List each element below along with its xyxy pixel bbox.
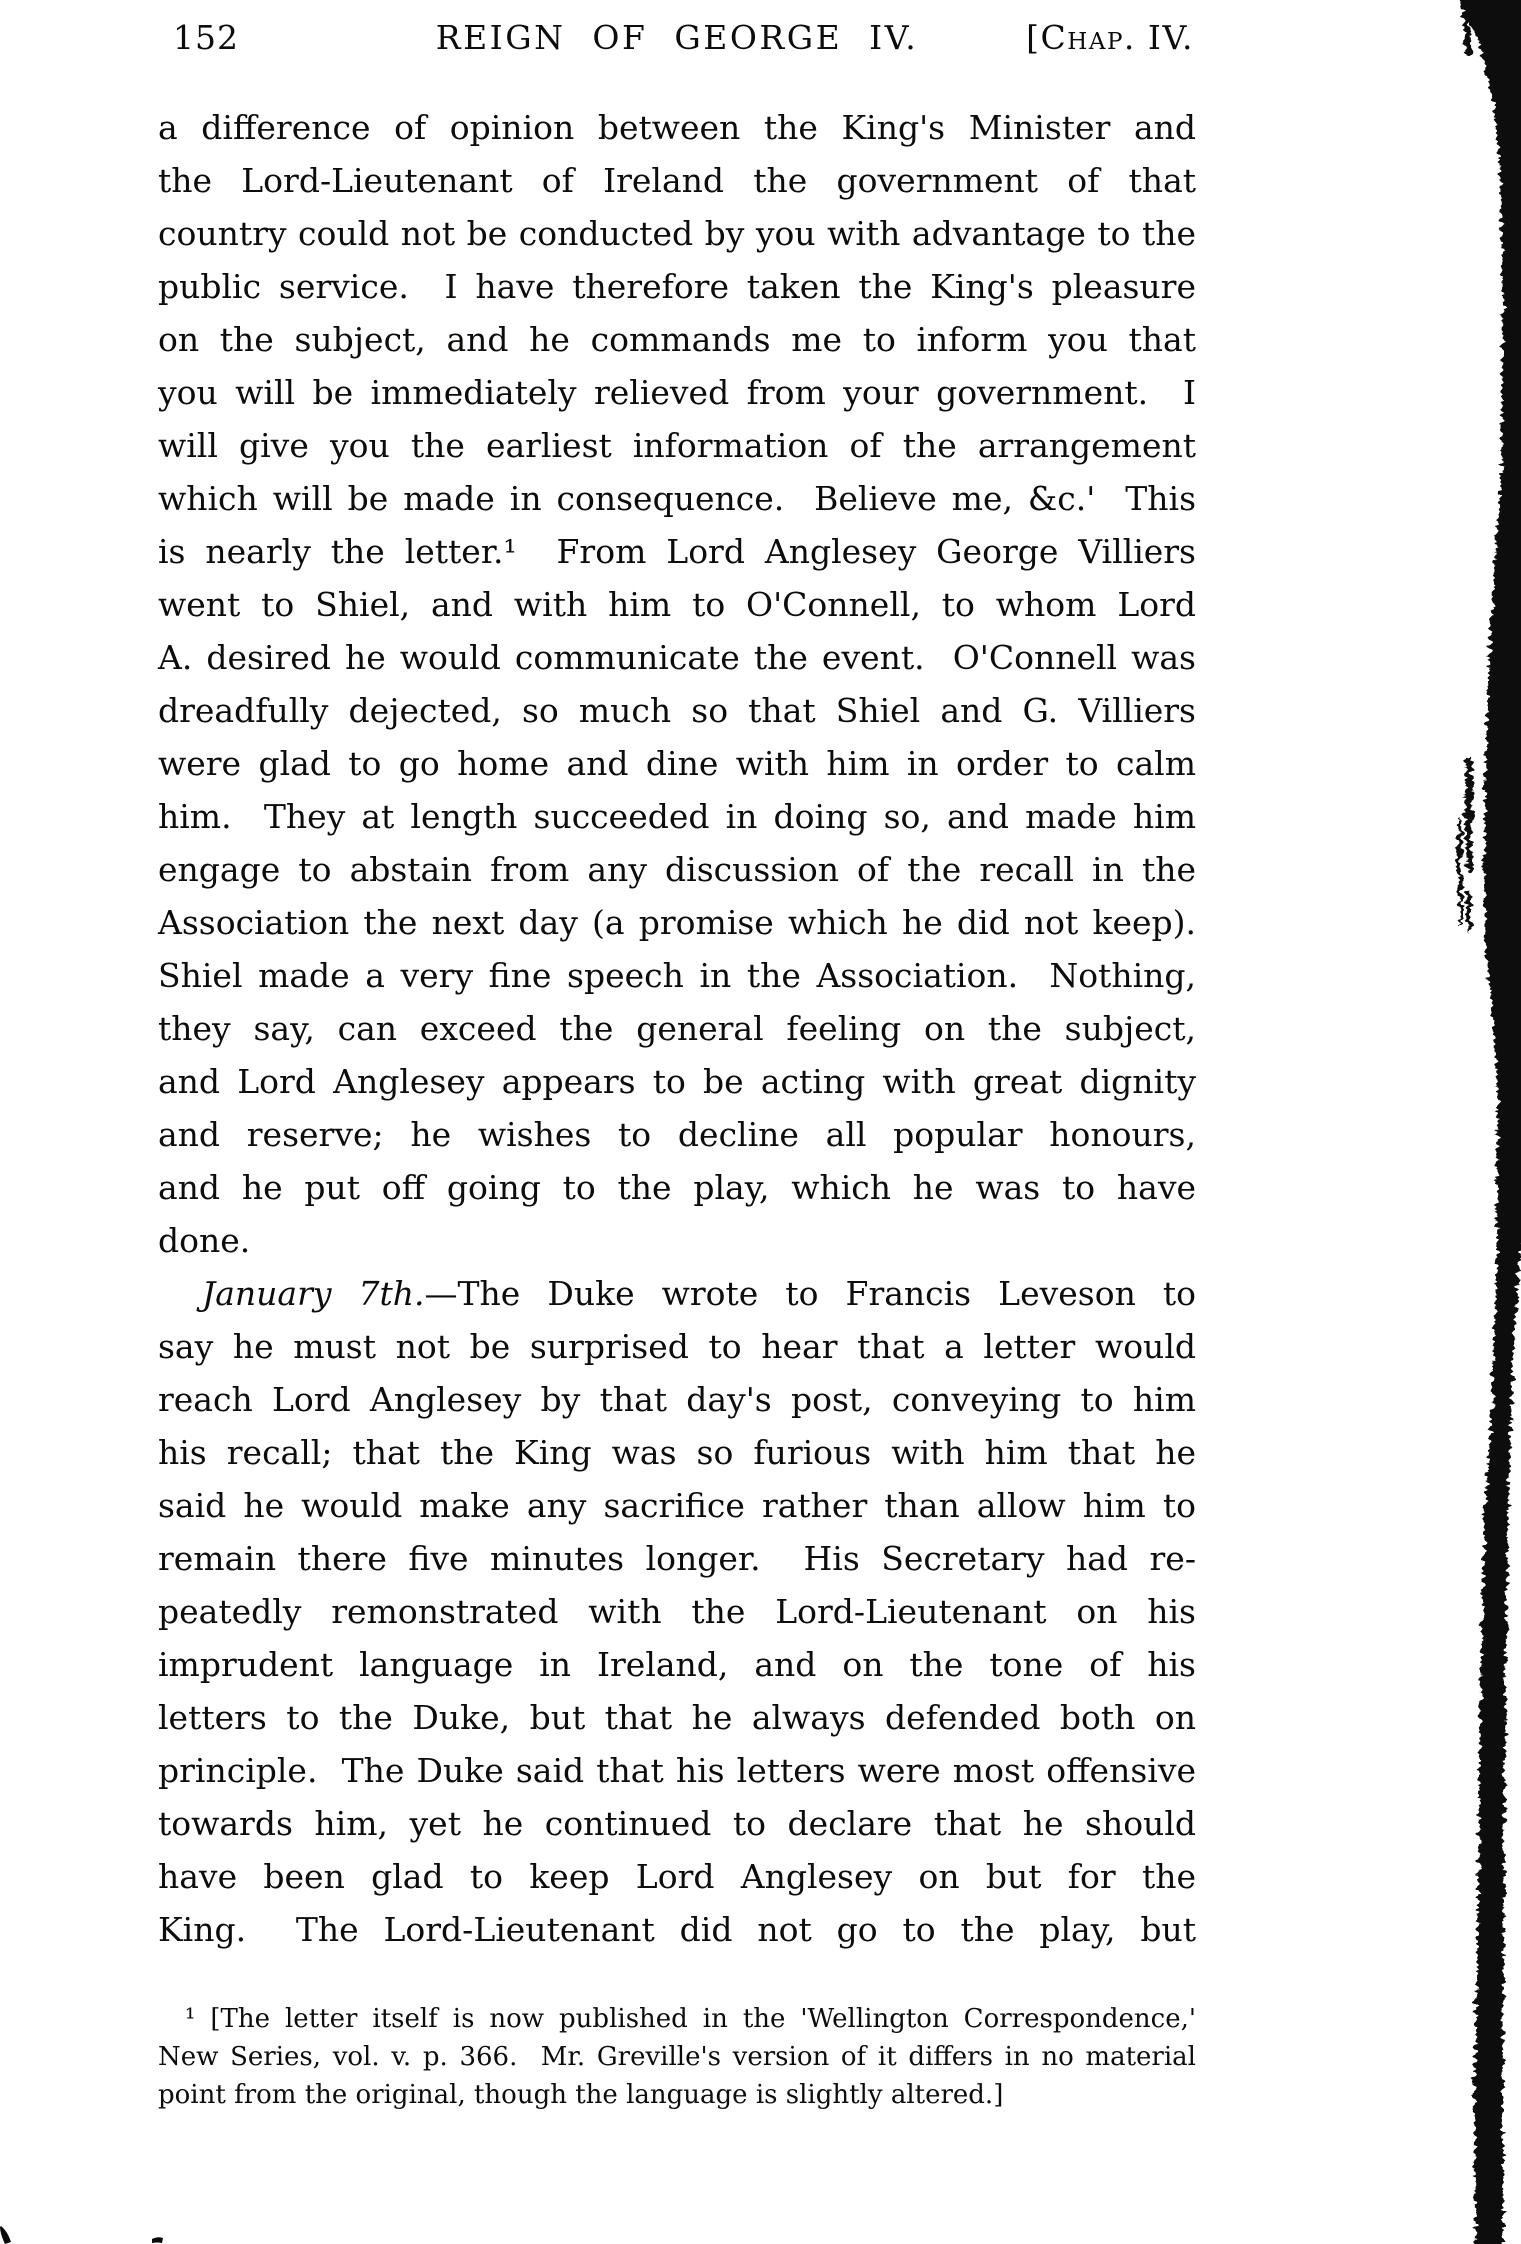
chapter-label: [Chap. IV. (1026, 18, 1194, 57)
text-line: done. (158, 1221, 251, 1260)
text-line: Shiel made a very fine speech in the Association. Nothing, (158, 956, 1196, 995)
text-line: point from the original, though the language is slightly altered.] (158, 2080, 1004, 2110)
text-line: which will be made in consequence. Believe me, &c.' This (158, 479, 1196, 518)
text-line: they say, can exceed the general feeling on the subject, (158, 1009, 1196, 1048)
scan-specks (0, 2226, 163, 2244)
text-line: the Lord-Lieutenant of Ireland the government of that (158, 161, 1196, 200)
gutter-shadow-artifact (1455, 0, 1521, 2244)
text-line: went to Shiel, and with him to O'Connell, to whom Lord (158, 585, 1196, 624)
paragraph (158, 101, 1196, 1267)
text-line: peatedly remonstrated with the Lord-Lieutenant on his (158, 1592, 1196, 1631)
text-line: engage to abstain from any discussion of the recall in the (158, 850, 1196, 889)
text-line: towards him, yet he continued to declare that he should (158, 1804, 1196, 1843)
text-line: New Series, vol. v. p. 366. Mr. Greville's version of it differs in no material (158, 2042, 1196, 2072)
text-line: will give you the earliest information of the arrangement (158, 426, 1196, 465)
text-line: public service. I have therefore taken the King's pleasure (158, 267, 1196, 306)
running-header: REIGN OF GEORGE IV. (435, 18, 919, 57)
text-line: is nearly the letter.¹ From Lord Anglesey George Villiers (158, 532, 1196, 571)
body-text (158, 101, 1196, 1956)
footnote (158, 2000, 1196, 2114)
text-line: A. desired he would communicate the event. O'Connell was (158, 638, 1196, 677)
text-line: his recall; that the King was so furious with him that he (158, 1433, 1196, 1472)
text-line: a difference of opinion between the King's Minister and (158, 108, 1196, 147)
text-line: principle. The Duke said that his letters were most offensive (158, 1751, 1196, 1790)
page-number: 152 (173, 18, 239, 57)
text-line: letters to the Duke, but that he always defended both on (158, 1698, 1196, 1737)
text-line: and reserve; he wishes to decline all popular honours, (158, 1115, 1196, 1154)
text-line: reach Lord Anglesey by that day's post, conveying to him (158, 1380, 1196, 1419)
text-line: were glad to go home and dine with him in order to calm (158, 744, 1196, 783)
text-line: remain there five minutes longer. His Secretary had re- (158, 1539, 1196, 1578)
text-line: country could not be conducted by you with advantage to the (158, 214, 1196, 253)
text-line: dreadfully dejected, so much so that Shiel and G. Villiers (158, 691, 1196, 730)
text-line: say he must not be surprised to hear that a letter would (158, 1327, 1196, 1366)
text-line: on the subject, and he commands me to inform you that (158, 320, 1196, 359)
text-line: and he put off going to the play, which he was to have (158, 1168, 1196, 1207)
text-line: you will be immediately relieved from your government. I (158, 373, 1196, 412)
text-line: Association the next day (a promise which he did not keep). (158, 903, 1196, 942)
text-line: January 7th.—The Duke wrote to Francis Leveson to (202, 1274, 1196, 1313)
text-line: and Lord Anglesey appears to be acting with great dignity (158, 1062, 1196, 1101)
page-header (158, 18, 1196, 60)
text-line: have been glad to keep Lord Anglesey on but for the (158, 1857, 1196, 1896)
text-line: said he would make any sacrifice rather than allow him to (158, 1486, 1196, 1525)
text-line: King. The Lord-Lieutenant did not go to the play, but (158, 1910, 1196, 1949)
text-line: him. They at length succeeded in doing so, and made him (158, 797, 1196, 836)
paragraph (158, 1267, 1196, 1956)
text-line: imprudent language in Ireland, and on the tone of his (158, 1645, 1196, 1684)
text-line: ¹ [The letter itself is now published in the 'Wellington Correspondence,' (185, 2004, 1196, 2034)
